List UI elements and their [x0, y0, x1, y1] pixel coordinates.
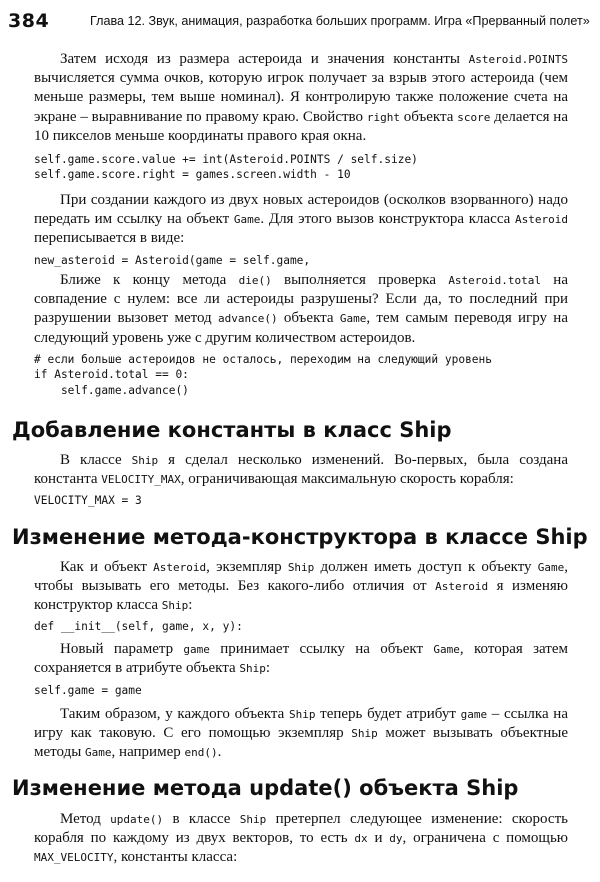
- section-heading: Изменение метода update() объекта Ship: [12, 776, 519, 800]
- code-block: VELOCITY_MAX = 3: [34, 494, 142, 507]
- section-heading: Изменение метода-конструктора в классе Ship: [12, 525, 588, 549]
- paragraph: Как и объект Asteroid, экземпляр Ship должен иметь доступ к объекту Game, чтобы вызывать его методы. Без какого-либо отличия от Asteroid я изменяю конструктор класса Ship:: [34, 559, 568, 614]
- code-block: self.game = game: [34, 684, 142, 697]
- paragraph: Метод update() в классе Ship претерпел следующее изменение: скорость корабля по каждому из двух векторов, то есть dx и dy, ограничена с помощью MAX_VELOCITY, константы класса:: [34, 811, 568, 866]
- paragraph: В классе Ship я сделал несколько изменений. Во-первых, была создана константа VELOCITY_MAX, ограничивающая максимальную скорость корабля:: [34, 452, 568, 488]
- paragraph: Новый параметр game принимает ссылку на объект Game, которая затем сохраняется в атрибуте объекта Ship:: [34, 641, 568, 677]
- running-title: Глава 12. Звук, анимация, разработка больших программ. Игра «Прерванный полет»: [90, 14, 590, 28]
- code-block: new_asteroid = Asteroid(game = self.game,: [34, 254, 311, 267]
- code-block: # если больше астероидов не осталось, переходим на следующий уровень if Asteroid.total == 0: self.game.advance(): [34, 353, 493, 397]
- running-header: [8, 10, 588, 34]
- paragraph: При создании каждого из двух новых астероидов (осколков взорванного) надо передать им ссылку на объект Game. Для этого вызов конструктора класса Asteroid переписывается в виде:: [34, 192, 568, 247]
- code-block: self.game.score.value += int(Asteroid.POINTS / self.size) self.game.score.right = games.screen.width - 10: [34, 153, 418, 182]
- paragraph: Ближе к концу метода die() выполняется проверка Asteroid.total на совпадение с нулем: все ли астероиды разрушены? Если да, то последний при разрушении вызовет метод advance() объекта Game, тем самым переводя игру на следующий уровень уже с другим количеством астероидов.: [34, 272, 568, 346]
- paragraph: Затем исходя из размера астероида и значения константы Asteroid.POINTS вычисляется сумма очков, которую игрок получает за взрыв этого астероида (чем меньше размеры, тем выше номинал). Я контролирую также положение счета на экране – выравнивание по правому краю. Свойство right объекта score делается на 10 пикселов меньше координаты правого края окна.: [34, 51, 568, 144]
- section-heading: Добавление константы в класс Ship: [12, 418, 452, 442]
- page-number: 384: [8, 10, 50, 32]
- code-block: def __init__(self, game, x, y):: [34, 620, 243, 633]
- paragraph: Таким образом, у каждого объекта Ship теперь будет атрибут game – ссылка на игру как таковую. С его помощью экземпляр Ship может вызывать объектные методы Game, например end().: [34, 706, 568, 761]
